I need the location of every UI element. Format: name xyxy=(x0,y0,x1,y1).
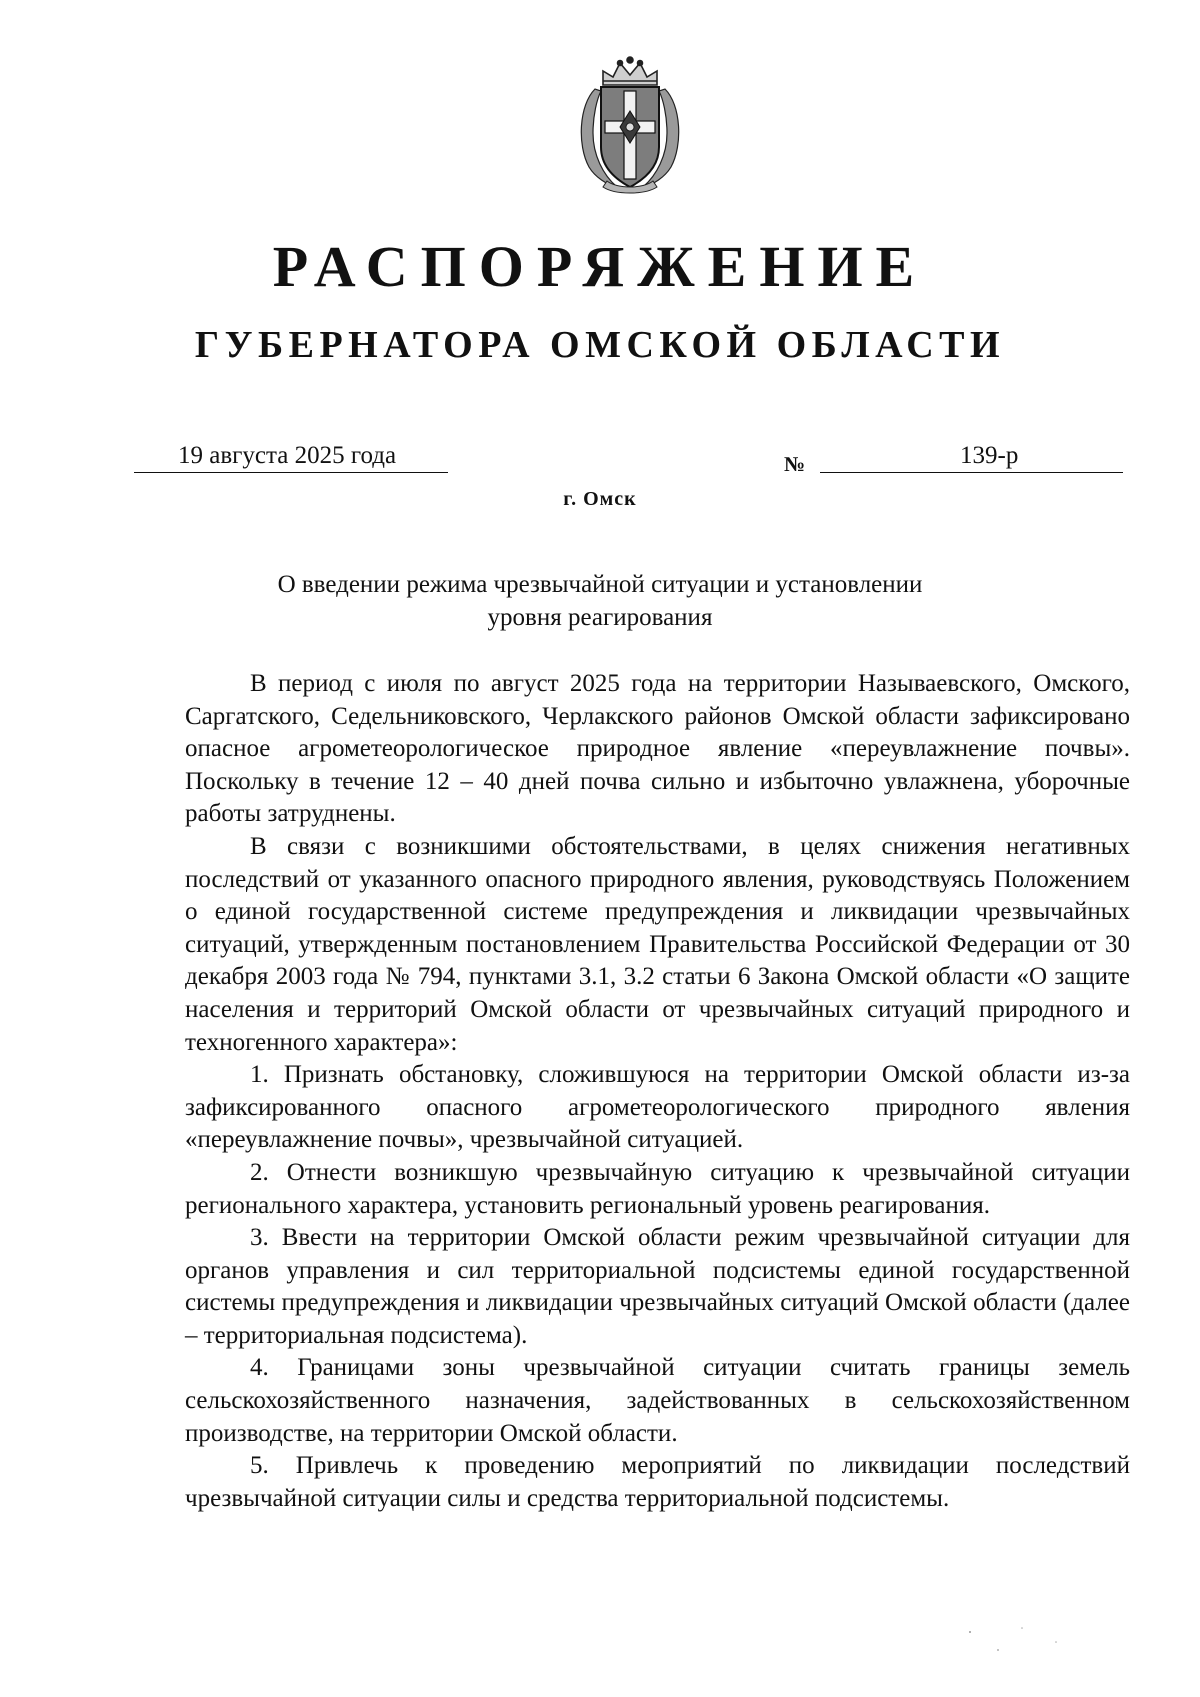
document-subject xyxy=(0,568,1200,634)
paragraph-basis: В связи с возникшими обстоятельствами, в целях снижения негативных последствий от указанного опасного природного явления, руководствуясь Положением о единой государственной системе предупреждения и ликвидации чрезвычайных ситуаций, утвержденным постановлением Правительства Российской Федерации от 30 декабря 2003 года № 794, пунктами 3.1, 3.2 статьи 6 Закона Омской области «О защите населения и территорий Омской области от чрезвычайных ситуаций природного и техногенного характера»: xyxy=(185,832,1130,1056)
document-date: 19 августа 2025 года xyxy=(178,442,397,469)
document-number: 139-р xyxy=(960,442,1019,469)
scan-noise xyxy=(960,1620,1070,1670)
paragraph-item-3: 3. Ввести на территории Омской области режим чрезвычайной ситуации для органов управления и сил территориальной подсистемы единой государственной системы предупреждения и ликвидации чрезвычайных ситуаций Омской области (далее – территориальная подсистема). xyxy=(185,1224,1130,1349)
paragraph-item-5: 5. Привлечь к проведению мероприятий по ликвидации последствий чрезвычайной ситуации силы и средства территориальной подсистемы. xyxy=(185,1452,1130,1512)
paragraph-item-1: 1. Признать обстановку, сложившуюся на территории Омской области из-за зафиксированного опасного агрометеорологического природного явления «переувлажнение почвы», чрезвычайной ситуацией. xyxy=(185,1061,1130,1154)
paragraph-item-2: 2. Отнести возникшую чрезвычайную ситуацию к чрезвычайной ситуации регионального характера, установить региональный уровень реагирования. xyxy=(185,1158,1130,1219)
date-field xyxy=(134,442,448,473)
issuer-title: ГУБЕРНАТОРА ОМСКОЙ ОБЛАСТИ xyxy=(194,324,1006,366)
number-field xyxy=(820,442,1123,473)
subject-line-1: О введении режима чрезвычайной ситуации и установлении xyxy=(277,571,923,598)
number-sign: № xyxy=(784,452,806,476)
subject-line-2: уровня реагирования xyxy=(487,604,713,631)
document-body xyxy=(185,668,1130,1515)
paragraph-preamble: В период с июля по август 2025 года на территории Называевского, Омского, Саргатского, Седельниковского, Черлакского районов Омской области зафиксировано опасное агрометеорологическое природное явление «переувлажнение почвы». Поскольку в течение 12 – 40 дней почва сильно и избыточно увлажнена, уборочные работы затруднены. xyxy=(185,670,1130,828)
paragraph-item-4: 4. Границами зоны чрезвычайной ситуации считать границы земель сельскохозяйственного назначения, задействованных в сельскохозяйственном производстве, на территории Омской области. xyxy=(185,1354,1130,1447)
issue-city: г. Омск xyxy=(563,488,637,510)
document-type-title: РАСПОРЯЖЕНИЕ xyxy=(272,234,928,299)
coat-of-arms-icon xyxy=(573,55,687,195)
